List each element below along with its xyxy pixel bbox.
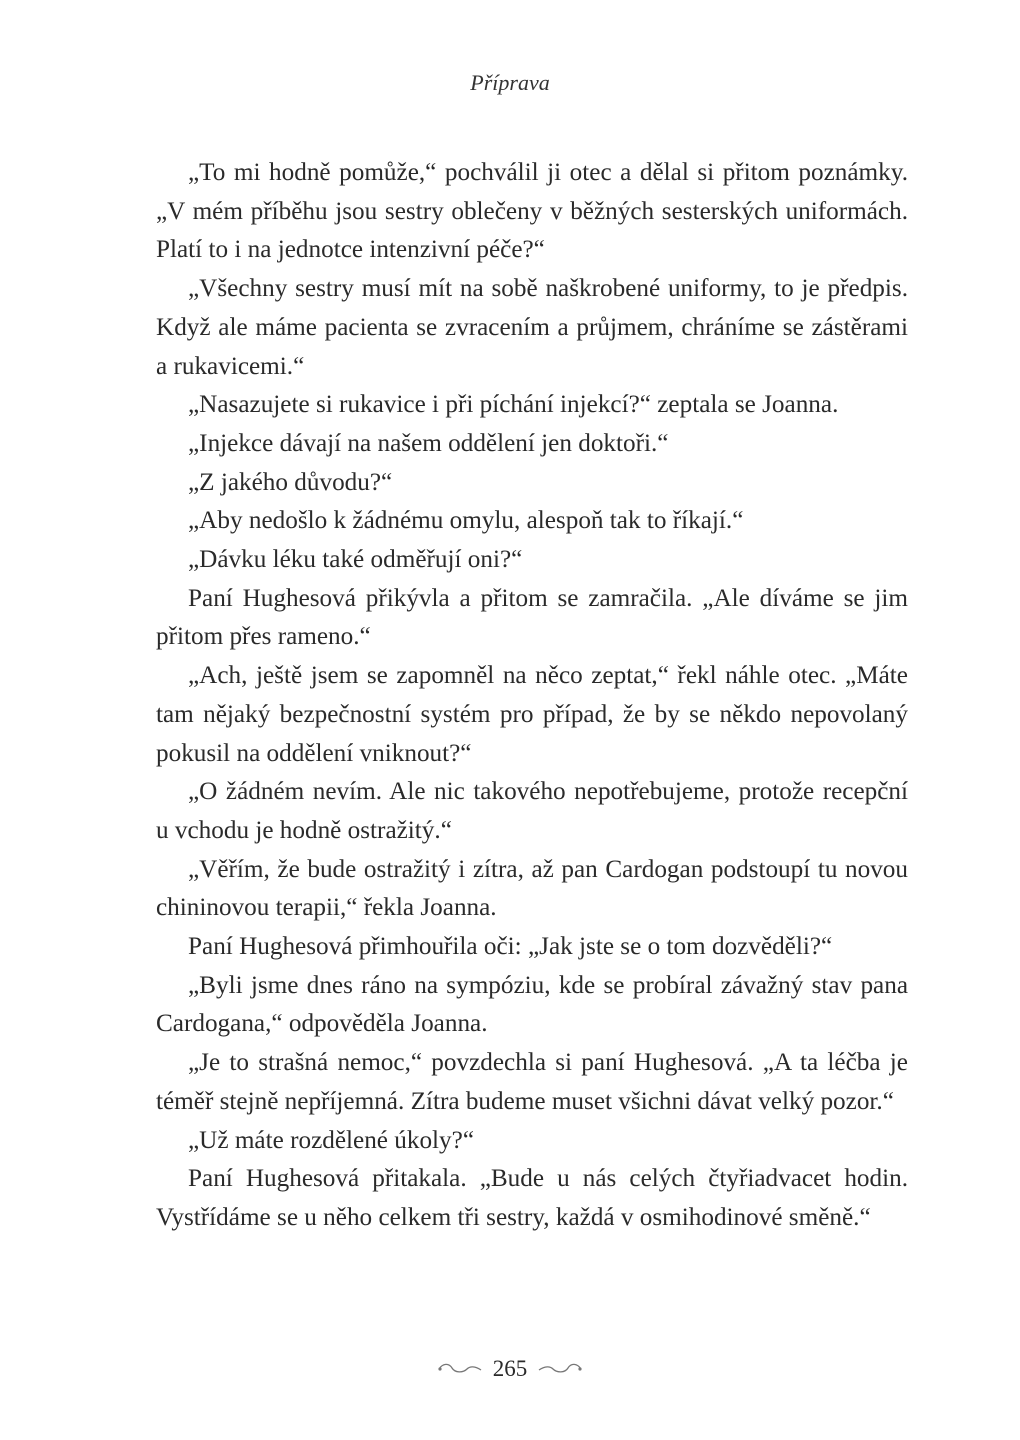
paragraph: Paní Hughesová přitakala. „Bude u nás celých čtyřiadvacet hodin. Vystřídáme se u něho celkem tři sestry, každá v osmihodinové směně.“ bbox=[156, 1165, 908, 1231]
paragraph: „Byli jsme dnes ráno na sympóziu, kde se probíral závažný stav pana Cardogana,“ odpověděla Joanna. bbox=[156, 971, 908, 1038]
paragraph: „Z jakého důvodu?“ bbox=[188, 468, 393, 496]
running-head: Příprava bbox=[470, 70, 550, 95]
paragraph: „Dávku léku také odměřují oni?“ bbox=[188, 546, 523, 574]
paragraph: „Aby nedošlo k žádnému omylu, alespoň tak to říkají.“ bbox=[188, 507, 744, 535]
page-number: 265 bbox=[492, 1356, 528, 1381]
paragraph: „Věřím, že bude ostražitý i zítra, až pan Cardogan podstoupí tu novou chininovou terapii,“ řekla Joanna. bbox=[156, 855, 908, 922]
page-footer bbox=[0, 1356, 1020, 1382]
right-flourish-icon bbox=[537, 1362, 583, 1376]
paragraph: „Injekce dávají na našem oddělení jen doktoři.“ bbox=[188, 429, 669, 457]
paragraph: „To mi hodně pomůže,“ pochválil ji otec a dělal si přitom poznámky. „V mém příběhu jsou sestry oblečeny v běžných sesterských uniformách. Platí to i na jednotce intenzivní péče?“ bbox=[156, 159, 908, 264]
paragraph: Paní Hughesová přikývla a přitom se zamračila. „Ale díváme se jim přitom přes rameno.“ bbox=[156, 584, 908, 651]
paragraph: „Ach, ještě jsem se zapomněl na něco zeptat,“ řekl náhle otec. „Máte tam nějaký bezpečnostní systém pro případ, že by se někdo nepovolaný pokusil na oddělení vniknout?“ bbox=[156, 662, 908, 767]
paragraph: „O žádném nevím. Ale nic takového nepotřebujeme, protože recepční u vchodu je hodně ostražitý.“ bbox=[156, 778, 908, 844]
paragraph: „Všechny sestry musí mít na sobě naškrobené uniformy, to je předpis. Když ale máme pacienta se zvracením a průjmem, chráníme se zástěrami a rukavicemi.“ bbox=[156, 275, 908, 380]
left-flourish-icon bbox=[437, 1362, 483, 1376]
body-text bbox=[156, 154, 908, 1238]
paragraph: „Je to strašná nemoc,“ povzdechla si paní Hughesová. „A ta léčba je téměř stejně nepříjemná. Zítra budeme muset všichni dávat velký pozor.“ bbox=[156, 1049, 908, 1115]
paragraph: „Nasazujete si rukavice i při píchání injekcí?“ zeptala se Joanna. bbox=[188, 391, 839, 419]
paragraph: „Už máte rozdělené úkoly?“ bbox=[188, 1126, 475, 1154]
paragraph: Paní Hughesová přimhouřila oči: „Jak jste se o tom dozvěděli?“ bbox=[188, 933, 833, 961]
